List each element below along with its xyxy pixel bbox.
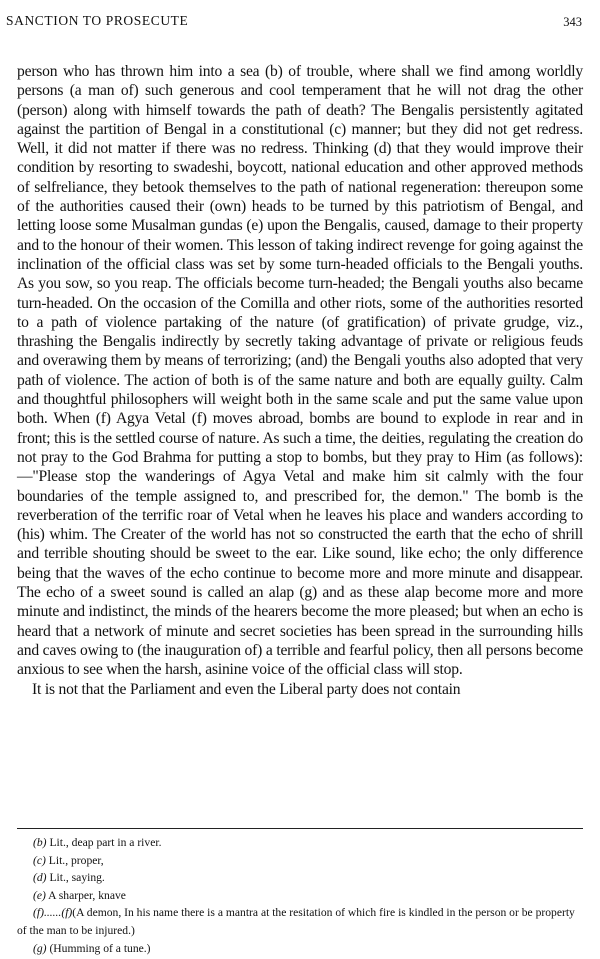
footnote-marker: (e) <box>33 888 46 902</box>
footnote-text: (Humming of a tune.) <box>49 941 151 955</box>
footnote-marker: (b) <box>33 836 47 849</box>
footnote-text: (A demon, In his name there is a mantra at the resitation of which fire is kindled in the person or be property of the man to be injured.) <box>17 906 575 937</box>
footnote-text: Lit., deap part in a river. <box>49 836 162 849</box>
page-number: 343 <box>563 15 582 29</box>
running-head: SANCTION TO PROSECUTE <box>6 13 189 28</box>
footnote-c <box>17 852 583 870</box>
footnote-text: Lit., saying. <box>49 871 105 885</box>
paragraph-2: It is not that the Parliament and even the Liberal party does not contain <box>32 680 461 698</box>
footnote-d <box>17 869 583 887</box>
footnote-marker: (f)......(f) <box>33 906 73 920</box>
footnote-f <box>17 904 583 939</box>
footnote-b <box>17 834 583 852</box>
footnote-marker: (d) <box>33 871 47 885</box>
footnote-marker: (g) <box>33 941 47 955</box>
footnote-separator <box>17 828 583 829</box>
footnote-text: Lit., proper, <box>48 853 104 867</box>
footnote-g <box>17 940 583 958</box>
footnote-e <box>17 887 583 905</box>
footnotes <box>17 834 583 957</box>
footnote-text: A sharper, knave <box>48 888 126 902</box>
paragraph-1: person who has thrown him into a sea (b) of trouble, where shall we find among worldly persons (a man of) such generous and cool temperament that he will not drag the other (person) along with himself towards the path of death? The Bengalis persistently agitated against the partition of Bengal in a constitutional (c) manner; but they did not get redress. Well, it did not matter if there was no redress. Thinking (d) that they would improve their condition by resorting to swadeshi, boycott, national education and other approved methods of selfreliance, they betook themselves to the path of national regeneration: thereupon some of the authorities caused their (own) heads to be turned by this patriotism of Bengal, and letting loose some Musalman gundas (e) upon the Bengalis, caused, damage to their property and to the honour of their women. This lesson of taking indirect revenge for going against the inclination of the official class was set by some turn-headed officials to the Bengali youths. As you sow, so you reap. The officials become turn-headed; the Bengali youths also became turn-headed. On the occasion of the Comilla and other riots, some of the authorities resorted to a path of violence partaking of the nature (of gratification) of private grudge, viz., thrashing the Bengalis indirectly by secretly taking advantage of private or religious feuds and overawing them by means of terrorizing; (and) the Bengali youths also adopted that very path of violence. The action of both is of the same nature and both are equally guilty. Calm and thoughtful philosophers will weight both in the same scale and put the same value upon both. When (f) Agya Vetal (f) moves abroad, bombs are bound to explode in rear and in front; this is the settled course of nature. As such a time, the deities, regulating the creation do not pray to the God Brahma for putting a stop to bombs, but they pray to Him (as follows):—"Please stop the wanderings of Agya Vetal and make him sit calmly with the four boundaries of the temple assigned to, and prescribed for, the demon." The bomb is the reverberation of the terrific roar of Vetal when he leaves his place and wanders according to (his) whim. The Creater of the world has not so constructed the earth that the echo of shrill and terrible shouting should be sweet to the ear. Like sound, like echo; the only difference being that the waves of the echo continue to become more and more minute and disappear. The echo of a sweet sound is called an alap (g) and as these alap become more and more minute and indistinct, the minds of the hearers become the more pleased; but when an echo is heard that a network of minute and secret societies has been spread in the surrounding hills and caves owing to (the inauguration of) a terrible and fearful policy, then all persons become anxious to see when the harsh, asinine voice of the official class will stop. <box>17 63 583 679</box>
footnote-marker: (c) <box>33 853 46 867</box>
body-text <box>17 62 583 699</box>
page-header <box>6 13 582 33</box>
